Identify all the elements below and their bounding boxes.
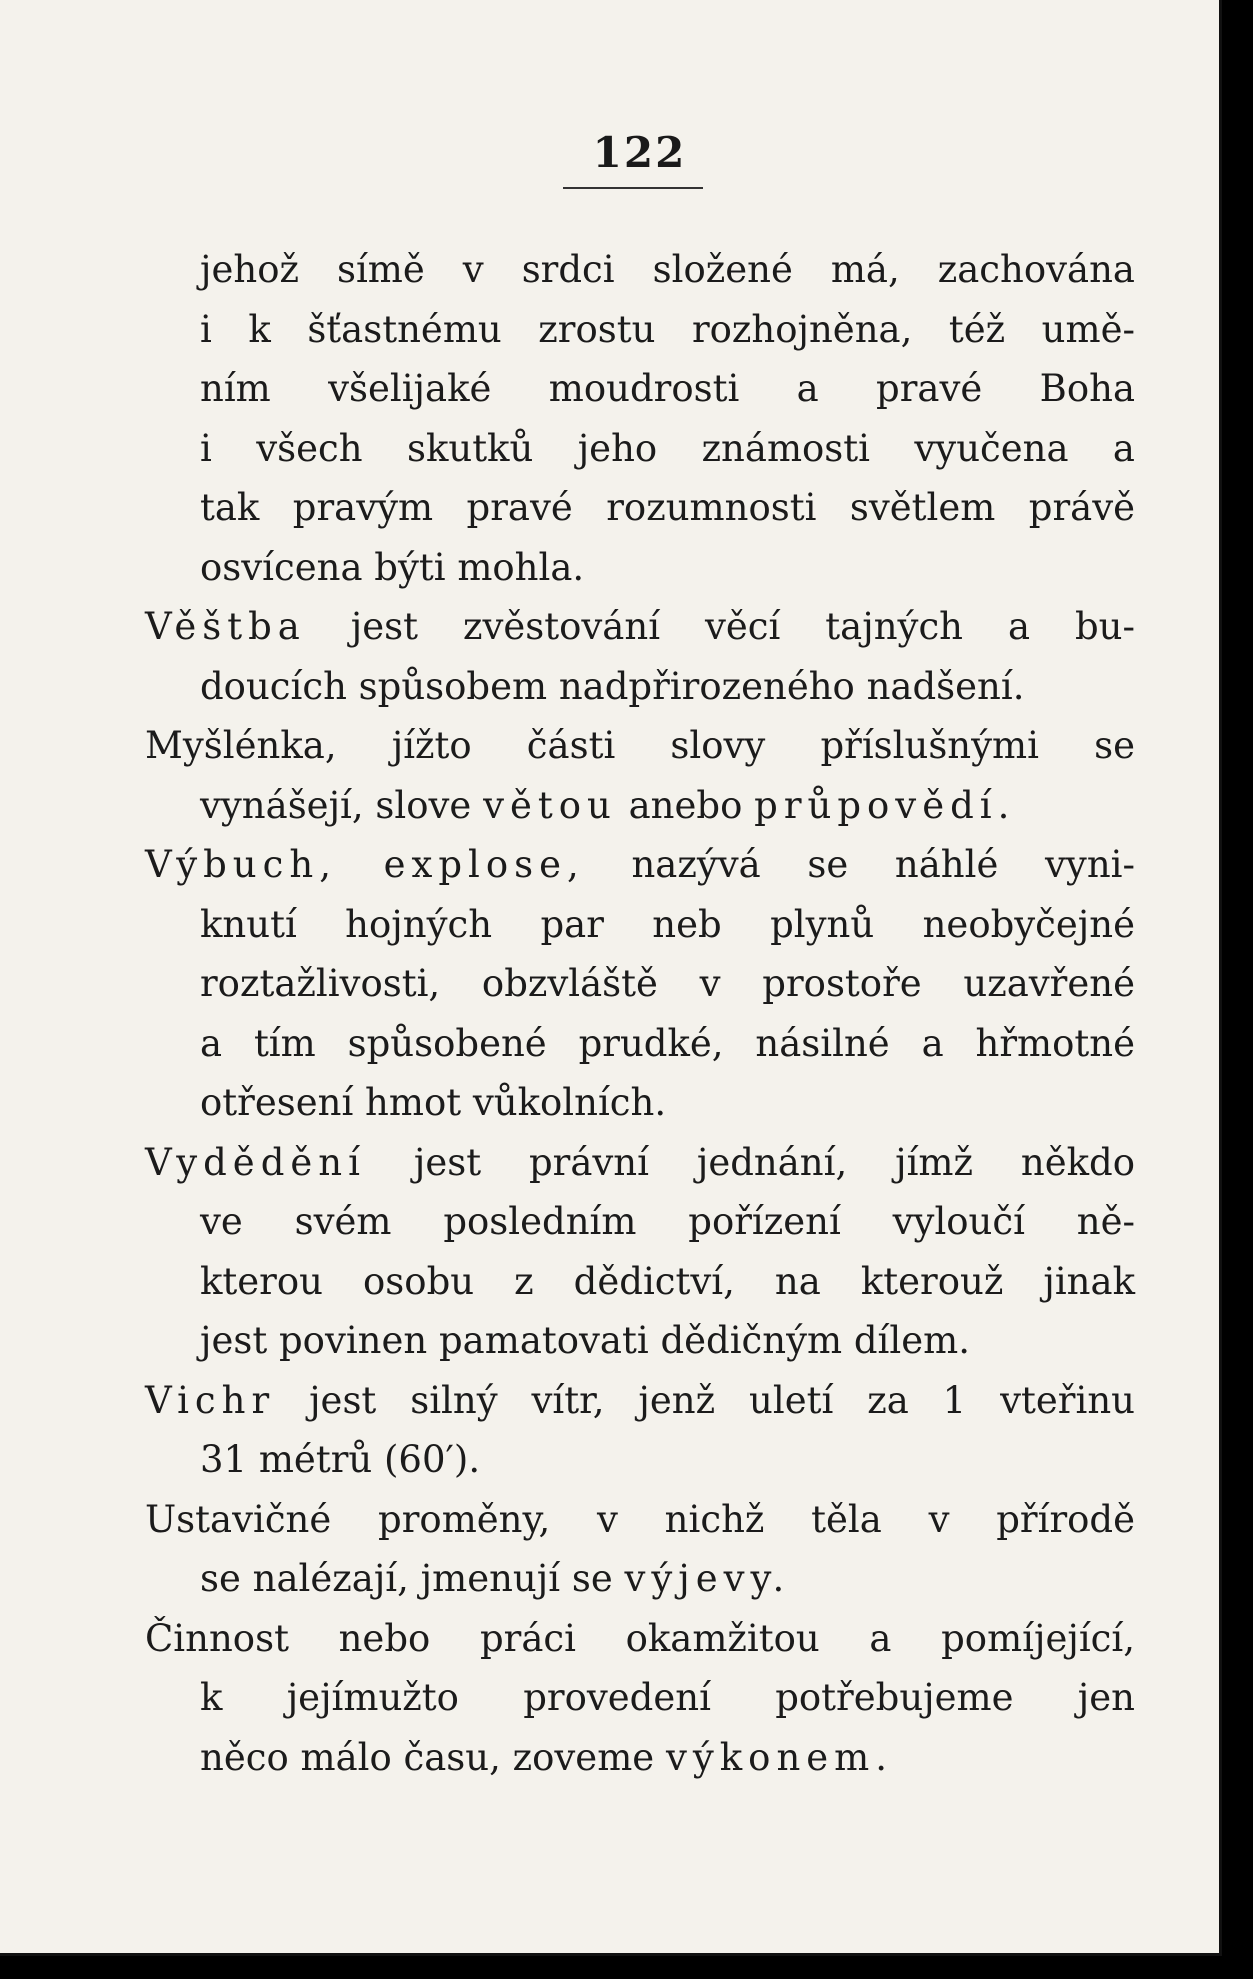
emphasized-term: výjevy. xyxy=(624,1557,791,1600)
text-line xyxy=(145,1371,1135,1431)
paragraph xyxy=(145,716,1135,835)
paragraph xyxy=(145,1133,1135,1371)
text-segment: osvícena býti mohla. xyxy=(200,545,585,589)
paragraph xyxy=(145,1609,1135,1788)
paragraph xyxy=(145,835,1135,1133)
page-number: 122 xyxy=(592,128,687,177)
text-line xyxy=(145,657,1135,717)
text-line xyxy=(145,835,1135,895)
text-line xyxy=(145,419,1135,479)
text-segment: jest právní jednání, jímž někdo xyxy=(365,1140,1135,1184)
header-rule xyxy=(563,187,703,189)
text-segment: roztažlivosti, obzvláště v prostoře uzavřené xyxy=(200,962,1135,1005)
text-segment: jest silný vítr, jenž uletí za 1 vteřinu xyxy=(275,1378,1135,1422)
body-text xyxy=(145,240,1135,1787)
text-segment: a tím spůsobené prudké, násilné a hřmotné xyxy=(200,1021,1135,1065)
text-segment xyxy=(337,843,384,886)
emphasized-term: Věštba xyxy=(145,605,306,648)
text-line xyxy=(145,1609,1135,1669)
page-header xyxy=(0,128,1219,177)
text-line xyxy=(145,1073,1135,1133)
emphasized-term: Výbuch, xyxy=(145,843,337,886)
text-segment: jest zvěstování věcí tajných a bu- xyxy=(305,605,1135,648)
text-line xyxy=(145,359,1135,419)
text-line xyxy=(145,1728,1135,1788)
text-segment: se nalézají, jmenují se xyxy=(200,1557,625,1600)
text-line xyxy=(145,478,1135,538)
text-segment: něco málo času, zoveme xyxy=(200,1735,666,1779)
text-line xyxy=(145,538,1135,598)
emphasized-term: větou xyxy=(483,783,617,827)
text-line xyxy=(145,1252,1135,1312)
text-segment: k jejímužto provedení potřebujeme jen xyxy=(200,1676,1135,1719)
text-segment: knutí hojných par neb plynů neobyčejné xyxy=(200,902,1135,946)
text-line xyxy=(145,954,1135,1014)
emphasized-term: Vichr xyxy=(145,1378,276,1422)
text-segment: anebo xyxy=(616,783,755,827)
text-line xyxy=(145,1668,1135,1728)
text-line xyxy=(145,1014,1135,1074)
text-line xyxy=(145,1133,1135,1193)
text-line xyxy=(145,776,1135,836)
text-line xyxy=(145,895,1135,955)
text-line xyxy=(145,1549,1135,1609)
text-line xyxy=(145,240,1135,300)
text-line xyxy=(145,300,1135,360)
paragraph xyxy=(145,1490,1135,1609)
text-segment: nazývá se náhlé vyni- xyxy=(584,843,1135,886)
text-segment: ním všelijaké moudrosti a pravé Boha xyxy=(200,367,1135,410)
text-segment: otřesení hmot vůkolních. xyxy=(200,1081,667,1124)
text-line xyxy=(145,1311,1135,1371)
text-line xyxy=(145,597,1135,657)
text-segment: jehož símě v srdci složené má, zachována xyxy=(200,248,1135,291)
text-segment: i k šťastnému zrostu rozhojněna, též umě- xyxy=(200,307,1135,351)
paragraph xyxy=(145,597,1135,716)
text-segment: i všech skutků jeho známosti vyučena a xyxy=(200,426,1135,470)
emphasized-term: Vydědění xyxy=(145,1140,366,1184)
text-segment: vynášejí, slove xyxy=(200,783,484,827)
text-line xyxy=(145,1490,1135,1550)
text-segment: ve svém posledním pořízení vyloučí ně- xyxy=(200,1200,1135,1243)
paragraph xyxy=(145,240,1135,597)
text-segment: jest povinen pamatovati dědičným dílem. xyxy=(200,1319,970,1362)
text-segment: kterou osobu z dědictví, na kterouž jinak xyxy=(200,1259,1135,1303)
paragraph xyxy=(145,1371,1135,1490)
text-line xyxy=(145,1192,1135,1252)
text-segment: 31 métrů (60′). xyxy=(200,1438,481,1481)
text-segment: Ustavičné proměny, v nichž těla v přírodě xyxy=(145,1497,1135,1541)
emphasized-term: explose, xyxy=(383,843,585,886)
emphasized-term: průpovědí. xyxy=(754,783,1016,827)
text-segment: tak pravým pravé rozumnosti světlem právě xyxy=(200,486,1135,529)
emphasized-term: výkonem. xyxy=(665,1735,894,1779)
text-segment: Činnost nebo práci okamžitou a pomíjející, xyxy=(145,1616,1135,1660)
text-segment: doucích spůsobem nadpřirozeného nadšení. xyxy=(200,664,1025,708)
text-segment: Myšlénka, jížto části slovy příslušnými se xyxy=(145,724,1135,767)
text-line xyxy=(145,716,1135,776)
text-line xyxy=(145,1430,1135,1490)
